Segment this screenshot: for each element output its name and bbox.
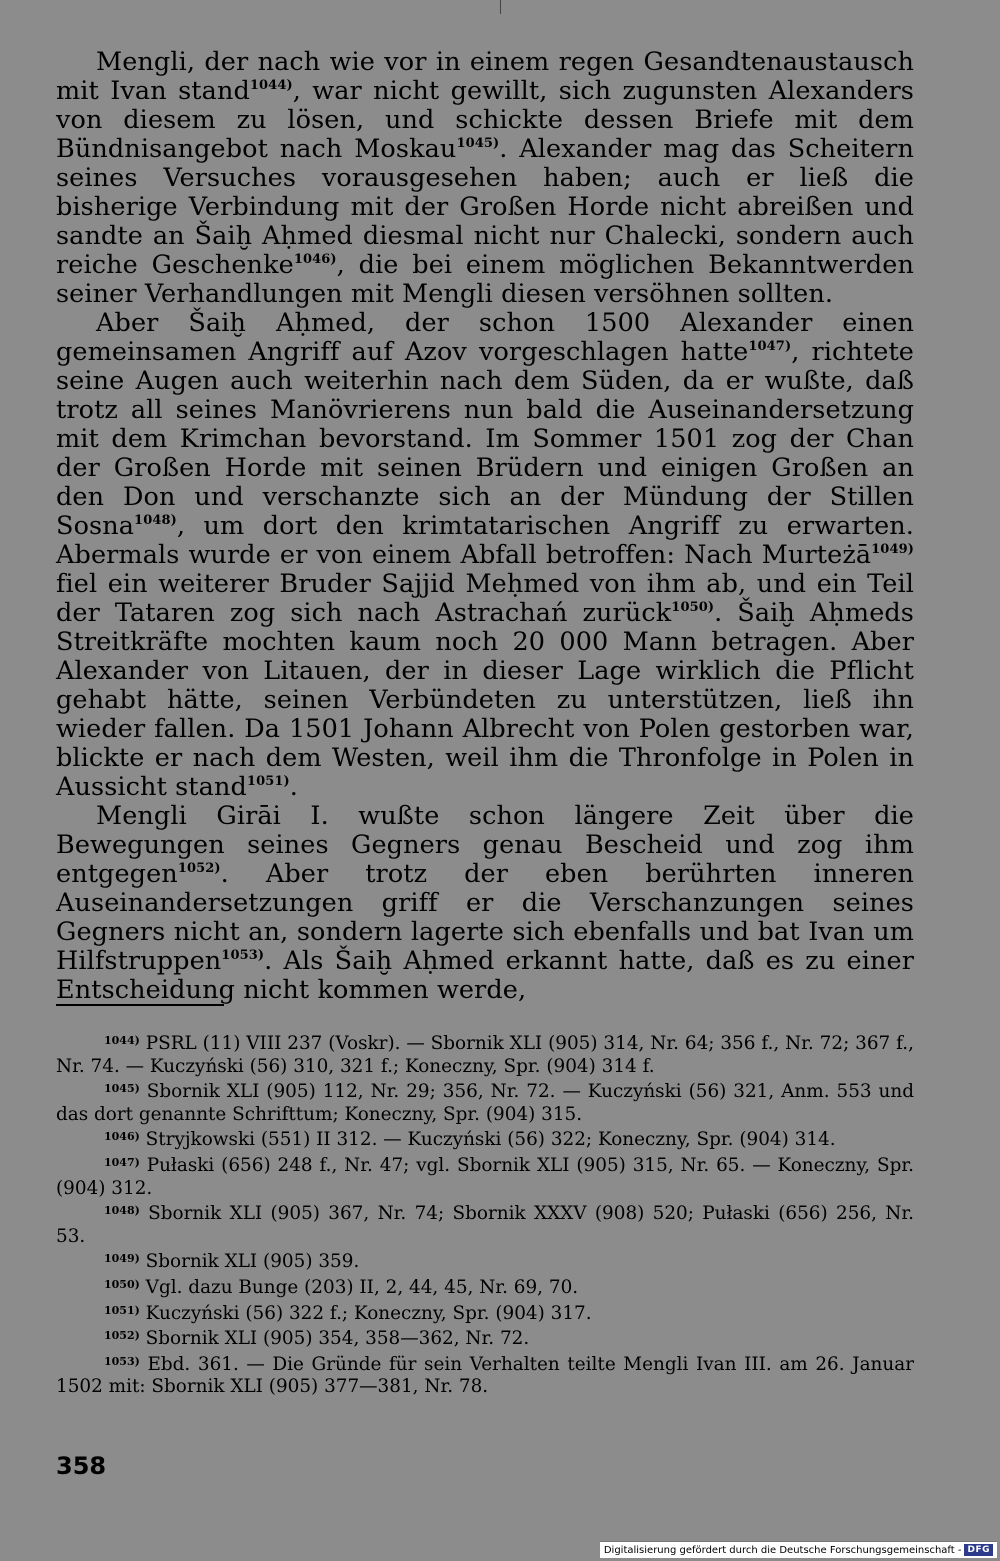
text-run: , um dort den krimtatarischen Angriff zu erwarten. Abermals wurde er von einem Abfall betroffen: Nach Murteżā	[56, 511, 914, 570]
paragraph	[56, 309, 914, 802]
footnote-text: Sbornik XLI (905) 367, Nr. 74; Sbornik XXXV (908) 520; Pułaski (656) 256, Nr. 53.	[56, 1203, 914, 1247]
footnote-number: 1048)	[104, 1204, 140, 1218]
footnote-number: 1053)	[104, 1354, 140, 1368]
footnote-text: PSRL (11) VIII 237 (Voskr). — Sbornik XLI (905) 314, Nr. 64; 356 f., Nr. 72; 367 f., Nr. 74. — Kuczyński (56) 310, 321 f.; Koneczny, Spr. (904) 314 f.	[56, 1033, 914, 1077]
text-run: .	[289, 772, 298, 802]
footnote-text: Sbornik XLI (905) 354, 358—362, Nr. 72.	[139, 1328, 530, 1350]
footnote-text: Ebd. 361. — Die Gründe für sein Verhalten teilte Mengli Ivan III. am 26. Januar 1502 mit: Sbornik XLI (905) 377—381, Nr. 78.	[56, 1353, 914, 1398]
footnote-number: 1045)	[104, 1082, 140, 1096]
footnote-text: Sbornik XLI (905) 359.	[139, 1251, 360, 1273]
footnote-number: 1044)	[104, 1034, 140, 1047]
scan-mark	[500, 0, 501, 14]
footnote-ref[interactable]: 1048)	[134, 513, 177, 528]
footnote-ref[interactable]: 1044)	[249, 78, 293, 93]
footnote	[56, 1126, 914, 1152]
footnote-ref[interactable]: 1053)	[221, 948, 265, 963]
footnote-text: Stryjkowski (551) II 312. — Kuczyński (56) 322; Koneczny, Spr. (904) 314.	[139, 1129, 836, 1151]
page-number: 358	[56, 1452, 107, 1480]
footnote-ref[interactable]: 1051)	[246, 774, 290, 789]
footnote-number: 1046)	[104, 1130, 140, 1144]
footnote	[56, 1248, 914, 1274]
footnote	[56, 1030, 914, 1078]
footnote	[56, 1152, 914, 1200]
main-text	[56, 48, 914, 1005]
text-run: Mengli Girāi I. wußte schon längere Zeit über die Bewegungen seines Gegners genau Bescheid und zog ihm entgegen	[56, 801, 914, 889]
footnote-text: Kuczyński (56) 322 f.; Koneczny, Spr. (904) 317.	[139, 1302, 592, 1324]
paragraph	[56, 48, 914, 309]
text-run: , richtete seine Augen auch weiterhin nach dem Süden, da er wußte, daß trotz all seines Manövrierens nun bald die Auseinandersetzung mit dem Krimchan bevorstand. Im Sommer 1501 zog der Chan der Großen Horde mit seinen Brüdern und einigen Großen an den Don und verschanzte sich an der Mündung der Stillen Sosna	[56, 337, 914, 541]
footnotes	[56, 1030, 914, 1399]
footnote	[56, 1274, 914, 1300]
footnote-ref[interactable]: 1046)	[293, 252, 337, 267]
footnote-ref[interactable]: 1047)	[748, 339, 792, 354]
text-run: . Šaiḫ Aḥmeds Streitkräfte mochten kaum noch 20 000 Mann betragen. Aber Alexander von Litauen, der in dieser Lage wirklich die Pflicht gehabt hätte, seinen Verbündeten zu unterstützen, ließ ihn wieder fallen. Da 1501 Johann Albrecht von Polen gestorben war, blickte er nach dem Westen, weil ihm die Thronfolge in Polen in Aussicht stand	[56, 598, 914, 802]
footnote	[56, 1300, 914, 1326]
footnote	[56, 1200, 914, 1248]
text-run: Aber Šaiḫ Aḥmed, der schon 1500 Alexander einen gemeinsamen Angriff auf Azov vorgeschlagen hatte	[56, 308, 914, 367]
footnote-number: 1052)	[104, 1329, 140, 1343]
footnote	[56, 1325, 914, 1351]
footnote-text: Vgl. dazu Bunge (203) II, 2, 44, 45, Nr. 69, 70.	[139, 1276, 579, 1298]
footnote-separator	[56, 1004, 224, 1006]
footnote-number: 1050)	[104, 1277, 140, 1291]
footnote-text: Pułaski (656) 248 f., Nr. 47; vgl. Sbornik XLI (905) 315, Nr. 65. — Koneczny, Spr. (904) 312.	[56, 1154, 914, 1199]
text-run: , die bei einem möglichen Bekanntwerden seiner Verhandlungen mit Mengli diesen versöhnen sollten.	[56, 250, 914, 309]
text-run: . Alexander mag das Scheitern seines Versuches vorausgesehen haben; auch er ließ die bisherige Verbindung mit der Großen Horde nicht abreißen und sandte an Šaiḫ Aḥmed diesmal nicht nur Chalecki, sondern auch reiche Geschenke	[56, 134, 914, 280]
footnote-ref[interactable]: 1045)	[456, 136, 500, 151]
footnote-number: 1051)	[104, 1303, 140, 1317]
footnote-text: Sbornik XLI (905) 112, Nr. 29; 356, Nr. 72. — Kuczyński (56) 321, Anm. 553 und das dort genannte Schrifttum; Koneczny, Spr. (904) 315.	[56, 1081, 914, 1125]
text-run: , war nicht gewillt, sich zugunsten Alexanders von diesem zu lösen, und schickte dessen Briefe mit dem Bündnisangebot nach Moskau	[56, 76, 914, 164]
paragraph	[56, 802, 914, 1005]
footnote-ref[interactable]: 1052)	[177, 861, 221, 876]
footnote-ref[interactable]: 1049)	[871, 542, 914, 557]
text-run: . Als Šaiḫ Aḥmed erkannt hatte, daß es zu einer Entscheidung nicht kommen werde,	[56, 946, 914, 1005]
digitization-credit[interactable]	[600, 1541, 997, 1558]
footnote-ref[interactable]: 1050)	[671, 600, 715, 615]
text-run: fiel ein weiterer Bruder Sajjid Meḥmed von ihm ab, und ein Teil der Tataren zog sich nach Astrachań zurück	[56, 569, 914, 628]
credit-text: Digitalisierung gefördert durch die Deutsche Forschungsgemeinschaft -	[603, 1544, 962, 1556]
footnote	[56, 1078, 914, 1126]
text-run: Mengli, der nach wie vor in einem regen Gesandtenaustausch mit Ivan stand	[56, 47, 914, 106]
dfg-logo-icon: DFG	[964, 1544, 993, 1556]
footnote-number: 1049)	[104, 1252, 140, 1266]
text-run: . Aber trotz der eben berührten inneren Auseinandersetzungen griff er die Verschanzungen seines Gegners nicht an, sondern lagerte sich ebenfalls und bat Ivan um Hilfstruppen	[56, 859, 914, 976]
footnote	[56, 1351, 914, 1399]
footnote-number: 1047)	[104, 1155, 140, 1169]
